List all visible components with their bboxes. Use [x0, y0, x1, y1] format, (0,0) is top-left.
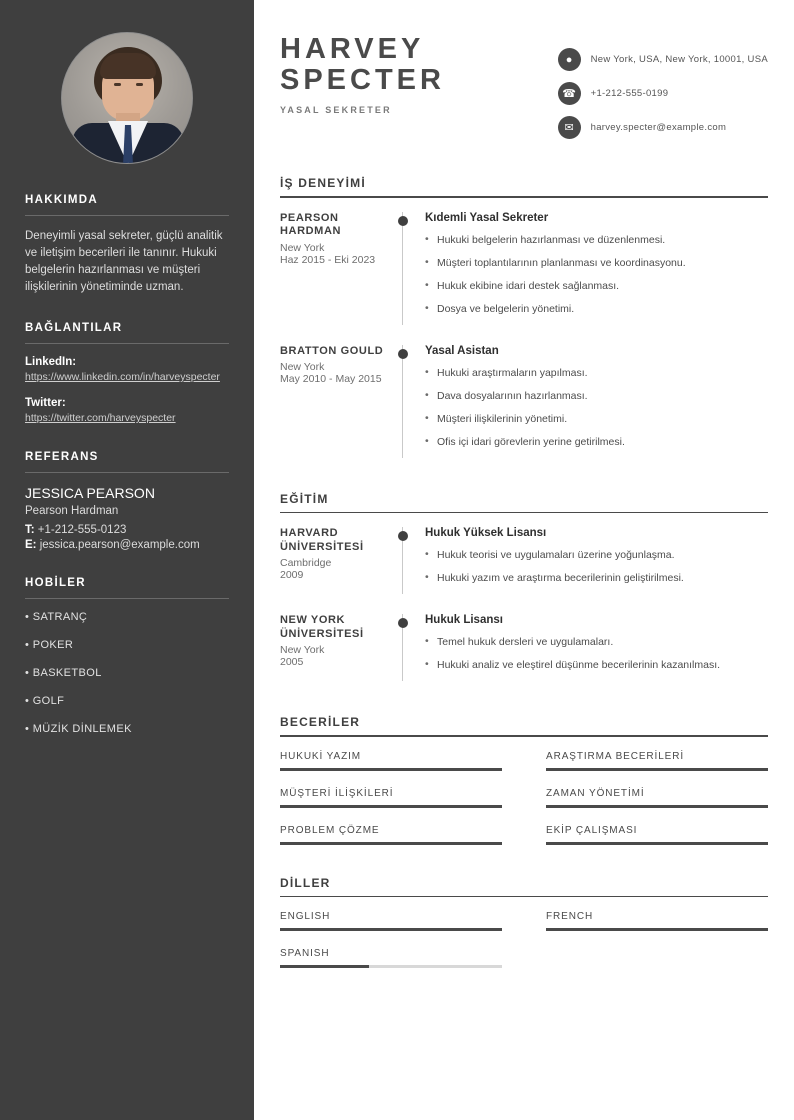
entry-location: New York [280, 361, 325, 373]
reference-section [25, 451, 229, 551]
entry-org: HARVARD ÜNİVERSİTESİ [280, 527, 364, 553]
languages-title: DİLLER [280, 875, 331, 890]
divider [25, 343, 229, 344]
reference-phone: +1-212-555-0123 [37, 524, 127, 536]
reference-phone-row [25, 524, 229, 536]
list-item: • Müşteri toplantılarının planlanması ve koordinasyonu. [425, 256, 768, 271]
link-url-linkedin[interactable]: https://www.linkedin.com/in/harveyspecter [25, 371, 220, 383]
hobby-label: BASKETBOL [32, 667, 102, 679]
contact-list [558, 34, 768, 150]
entry-role: Kıdemli Yasal Sekreter [425, 211, 549, 224]
contact-email: harvey.specter@example.com [590, 122, 727, 133]
list-item: • Hukuk teorisi ve uygulamaları üzerine yoğunlaşma. [425, 548, 768, 563]
experience-entry [280, 212, 768, 325]
reference-title: REFERANS [25, 451, 99, 463]
about-section [25, 194, 229, 296]
entry-body [402, 212, 768, 325]
entry-location: Cambridge [280, 557, 332, 569]
language-item [280, 911, 502, 931]
skill-bar [280, 768, 502, 771]
entry-body [402, 527, 768, 594]
entry-role: Hukuk Lisansı [425, 614, 503, 626]
list-item: • Temel hukuk dersleri ve uygulamaları. [425, 635, 768, 650]
skill-label: ARAŞTIRMA BECERİLERİ [546, 750, 685, 762]
skill-item [546, 788, 768, 808]
entry-role: Yasal Asistan [425, 344, 499, 357]
education-entry [280, 527, 768, 594]
reference-company: Pearson Hardman [25, 505, 119, 517]
list-item: • Hukuk ekibine idari destek sağlanması. [425, 279, 768, 294]
list-item: • SATRANÇ [25, 611, 88, 623]
language-label: ENGLISH [280, 911, 331, 922]
list-item: • Dava dosyalarının hazırlanması. [425, 389, 768, 404]
languages-section [280, 876, 768, 986]
about-text: Deneyimli yasal sekreter, güçlü analitik ve iletişim becerileri ile tanınır. Hukuki belgelerin hazırlanması ve müşteri ilişkilerinin yönetiminde uzman. [25, 230, 223, 293]
skill-bar [280, 842, 502, 845]
experience-section [280, 176, 768, 458]
entry-location: New York [280, 644, 325, 656]
phone-icon: ☎ [558, 82, 581, 105]
location-icon: ● [558, 48, 581, 71]
language-bar [546, 928, 768, 931]
list-item: • Ofis içi idari görevlerin yerine getirilmesi. [425, 435, 768, 450]
divider [280, 896, 768, 898]
language-item [546, 911, 768, 931]
entry-dates: 2009 [280, 569, 304, 581]
list-item: • Hukuki analiz ve eleştirel düşünme becerilerinin kazanılması. [425, 658, 768, 673]
divider [280, 735, 768, 737]
link-label-twitter: Twitter: [25, 397, 66, 409]
about-title: HAKKIMDA [25, 194, 99, 206]
hobbies-title: HOBİLER [25, 577, 86, 589]
entry-body [402, 614, 768, 681]
list-item: • GOLF [25, 695, 65, 707]
skill-label: EKİP ÇALIŞMASI [546, 824, 638, 836]
main-content [254, 0, 794, 1120]
skill-item [280, 788, 502, 808]
entry-dates: May 2010 - May 2015 [280, 373, 382, 385]
skill-bar [546, 842, 768, 845]
entry-meta [280, 212, 402, 325]
timeline-dot-icon [398, 216, 408, 226]
skill-item [280, 825, 502, 845]
avatar [61, 32, 193, 164]
hobby-label: GOLF [32, 695, 65, 707]
divider [280, 512, 768, 514]
entry-dates: 2005 [280, 656, 304, 668]
header [280, 34, 768, 150]
links-section [25, 322, 229, 425]
email-icon: ✉ [558, 116, 581, 139]
contact-row-location [558, 48, 768, 71]
links-title: BAĞLANTILAR [25, 322, 123, 334]
skill-bar [280, 805, 502, 808]
entry-meta [280, 614, 402, 681]
language-label: FRENCH [546, 911, 594, 922]
languages-grid [280, 911, 768, 985]
divider [25, 598, 229, 599]
timeline-dot-icon [398, 618, 408, 628]
language-label: SPANISH [280, 948, 330, 959]
job-role: YASAL SEKRETER [280, 105, 392, 115]
entry-body [402, 345, 768, 458]
skills-title: BECERİLER [280, 715, 361, 729]
list-item: • Hukuki yazım ve araştırma becerilerinin geliştirilmesi. [425, 571, 768, 586]
list-item: • POKER [25, 639, 74, 651]
skill-label: ZAMAN YÖNETİMİ [546, 787, 645, 799]
entry-org: BRATTON GOULD [280, 344, 384, 357]
link-label-linkedin: LinkedIn: [25, 356, 77, 368]
divider [25, 215, 229, 216]
sidebar [0, 0, 254, 1120]
list-item: • MÜZİK DİNLEMEK [25, 723, 132, 735]
skills-grid [280, 751, 768, 862]
skill-item [546, 825, 768, 845]
hobby-label: POKER [32, 639, 74, 651]
skill-bar [546, 805, 768, 808]
entry-meta [280, 345, 402, 458]
contact-row-email [558, 116, 768, 139]
skill-bar [546, 768, 768, 771]
list-item: • Hukuki araştırmaların yapılması. [425, 366, 768, 381]
contact-row-phone [558, 82, 768, 105]
language-bar [280, 928, 502, 931]
reference-name: JESSICA PEARSON [25, 485, 155, 501]
hobbies-section [25, 577, 229, 735]
language-bar [280, 965, 502, 968]
divider [280, 196, 768, 198]
language-item [280, 948, 502, 968]
contact-location: New York, USA, New York, 10001, USA [590, 54, 768, 65]
reference-email: jessica.pearson@example.com [39, 539, 200, 551]
education-section [280, 492, 768, 682]
skill-item [280, 751, 502, 771]
experience-title: İŞ DENEYİMİ [280, 176, 366, 190]
experience-entry [280, 345, 768, 458]
hobby-label: SATRANÇ [32, 611, 88, 623]
entry-dates: Haz 2015 - Eki 2023 [280, 253, 376, 266]
reference-email-row [25, 539, 229, 551]
education-title: EĞİTİM [280, 491, 329, 506]
entry-role: Hukuk Yüksek Lisansı [425, 527, 547, 539]
entry-org: NEW YORK ÜNİVERSİTESİ [280, 614, 364, 640]
entry-org: PEARSON HARDMAN [280, 211, 342, 237]
reference-phone-label: T: [25, 524, 35, 536]
entry-meta [280, 527, 402, 594]
skill-label: HUKUKİ YAZIM [280, 750, 361, 762]
timeline-dot-icon [398, 531, 408, 541]
skill-label: PROBLEM ÇÖZME [280, 824, 380, 836]
list-item: • Hukuki belgelerin hazırlanması ve düzenlenmesi. [425, 233, 768, 248]
list-item: • BASKETBOL [25, 667, 102, 679]
avatar-wrapper [25, 32, 229, 164]
skill-label: MÜŞTERİ İLİŞKİLERİ [280, 787, 394, 799]
education-entry [280, 614, 768, 681]
last-name: SPECTER [280, 64, 445, 96]
skills-section [280, 715, 768, 862]
skill-item [546, 751, 768, 771]
divider [25, 472, 229, 473]
name-block [280, 34, 520, 115]
list-item: • Müşteri ilişkilerinin yönetimi. [425, 412, 768, 427]
entry-location: New York [280, 241, 325, 254]
first-name: HARVEY [280, 33, 425, 65]
timeline-dot-icon [398, 349, 408, 359]
list-item: • Dosya ve belgelerin yönetimi. [425, 302, 768, 317]
contact-phone: +1-212-555-0199 [590, 88, 669, 99]
reference-email-label: E: [25, 539, 37, 551]
link-url-twitter[interactable]: https://twitter.com/harveyspecter [25, 412, 176, 424]
hobby-label: MÜZİK DİNLEMEK [32, 723, 132, 735]
